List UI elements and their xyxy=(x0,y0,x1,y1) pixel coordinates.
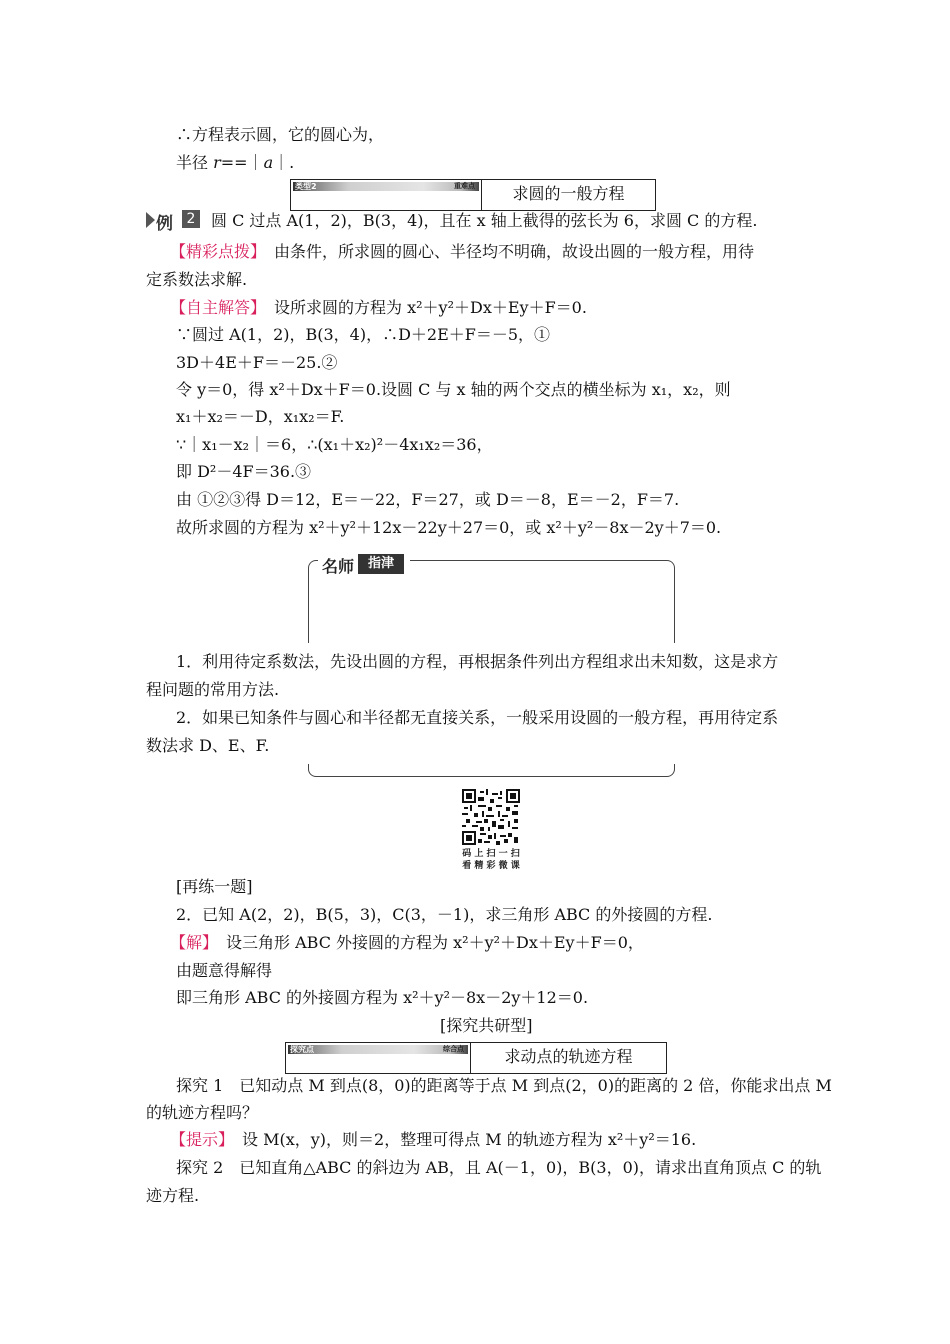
text-line: 由题意得解得 xyxy=(176,961,273,980)
type-tag: 综合点 xyxy=(443,1045,464,1053)
text: r xyxy=(213,153,221,172)
solution-tag: 【解】 xyxy=(170,933,211,952)
text-line: 数法求 D、E、F. xyxy=(146,736,270,755)
text-line: 即三角形 ABC 的外接圆方程为 x²＋y²－8x－2y＋12＝0. xyxy=(176,988,589,1007)
type-tag: 重难点 xyxy=(454,182,475,190)
text-line: 1．利用待定系数法，先设出圆的方程，再根据条件列出方程组求出未知数，这是求方 xyxy=(176,652,779,671)
text-line: x₁＋x₂＝－D，x₁x₂＝F. xyxy=(176,407,345,426)
text-line: ∵｜x₁－x₂｜＝6，∴(x₁＋x₂)²－4x₁x₂＝36， xyxy=(176,435,493,454)
text-line: 探究 1 已知动点 M 到点(8，0)的距离等于点 M 到点(2，0)的距离的 2 倍，你能求出点 M xyxy=(176,1076,832,1095)
text-line: 定系数法求解. xyxy=(146,270,248,289)
text-line: ∵圆过 A(1，2)，B(3，4)，∴D＋2E＋F＝－5，① xyxy=(176,325,551,344)
text-line: 令 y＝0，得 x²＋Dx＋F＝0.设圆 C 与 x 轴的两个交点的横坐标为 x₁，x₂，则 xyxy=(176,380,731,399)
teacher-tip-label-dark: 指津 xyxy=(358,554,404,574)
text: ==｜ xyxy=(220,153,264,172)
teacher-tip-box-bottom xyxy=(308,764,675,777)
solution-line xyxy=(170,933,644,953)
section-heading: [再练一题] xyxy=(176,877,253,896)
triangle-arrow-icon xyxy=(146,212,155,228)
text: ｜. xyxy=(273,153,295,172)
text-line: 由 ①②③得 D＝12，E＝－22，F＝27，或 D＝－8，E＝－2，F＝7. xyxy=(176,490,680,509)
text-line: 探究 2 已知直角△ABC 的斜边为 AB，且 A(－1，0)，B(3，0)，请求出直角顶点 C 的轨 xyxy=(176,1158,822,1177)
answer-line xyxy=(170,298,587,318)
text: a xyxy=(263,153,274,172)
type-bar-2 xyxy=(285,1042,667,1074)
text-line: 2．已知 A(2，2)，B(5，3)，C(3，－1)，求三角形 ABC 的外接圆的方程. xyxy=(176,905,713,924)
example-badge xyxy=(146,209,208,234)
type-label: 类型2 xyxy=(295,182,317,191)
answer-tag: 【自主解答】 xyxy=(170,298,259,317)
text-line: 3D＋4E＋F＝－25.② xyxy=(176,353,338,372)
text-line-radius xyxy=(176,153,294,173)
tip-line xyxy=(170,1130,696,1150)
text-line: 即 D²－4F＝36.③ xyxy=(176,462,312,481)
text-line: 2．如果已知条件与圆心和半径都无直接关系，一般采用设圆的一般方程，再用待定系 xyxy=(176,708,779,727)
hint-line xyxy=(170,242,754,262)
hint-tag: 【精彩点拨】 xyxy=(170,242,259,261)
text-line: 程问题的常用方法. xyxy=(146,680,280,699)
teacher-tip-label: 名师 xyxy=(322,557,355,576)
example-text: 圆 C 过点 A(1，2)，B(3，4)，且在 x 轴上截得的弦长为 6，求圆 C 的方程. xyxy=(211,211,758,230)
type-bar-1 xyxy=(290,179,656,211)
tip-tag: 【提示】 xyxy=(170,1130,227,1149)
type-label: 探究点 xyxy=(290,1045,314,1054)
text-line: ∴方程表示圆，它的圆心为， xyxy=(176,125,385,144)
teacher-tip-tag xyxy=(318,552,410,576)
type-bar-label xyxy=(291,180,482,210)
text-line: 故所求圆的方程为 x²＋y²＋12x－22y＋27＝0，或 x²＋y²－8x－2y＋7＝0. xyxy=(176,518,722,537)
text: 由条件，所求圆的圆心、半径均不明确，故设出圆的一般方程，用待 xyxy=(258,242,755,261)
example-number: 2 xyxy=(182,210,200,228)
qr-code-icon[interactable] xyxy=(462,789,520,845)
type-title: 求圆的一般方程 xyxy=(512,184,625,203)
qr-caption-line: 看 精 彩 微 课 xyxy=(462,861,520,871)
section-heading: [探究共研型] xyxy=(440,1016,533,1035)
qr-caption-line: 码 上 扫 一 扫 xyxy=(462,849,520,859)
text: 设所求圆的方程为 x²＋y²＋Dx＋Ey＋F＝0. xyxy=(258,298,587,317)
text: 半径 xyxy=(176,153,214,172)
text: 设三角形 ABC 外接圆的方程为 x²＋y²＋Dx＋Ey＋F＝0， xyxy=(210,933,644,952)
text-line: 的轨迹方程吗？ xyxy=(146,1103,259,1122)
type-bar-label xyxy=(286,1043,471,1073)
text-line: 迹方程. xyxy=(146,1186,200,1205)
qr-caption xyxy=(450,848,532,872)
example-word: 例 xyxy=(156,214,173,234)
text: 设 M(x，y)，则＝2，整理可得点 M 的轨迹方程为 x²＋y²＝16. xyxy=(226,1130,697,1149)
type-title: 求动点的轨迹方程 xyxy=(504,1047,633,1066)
